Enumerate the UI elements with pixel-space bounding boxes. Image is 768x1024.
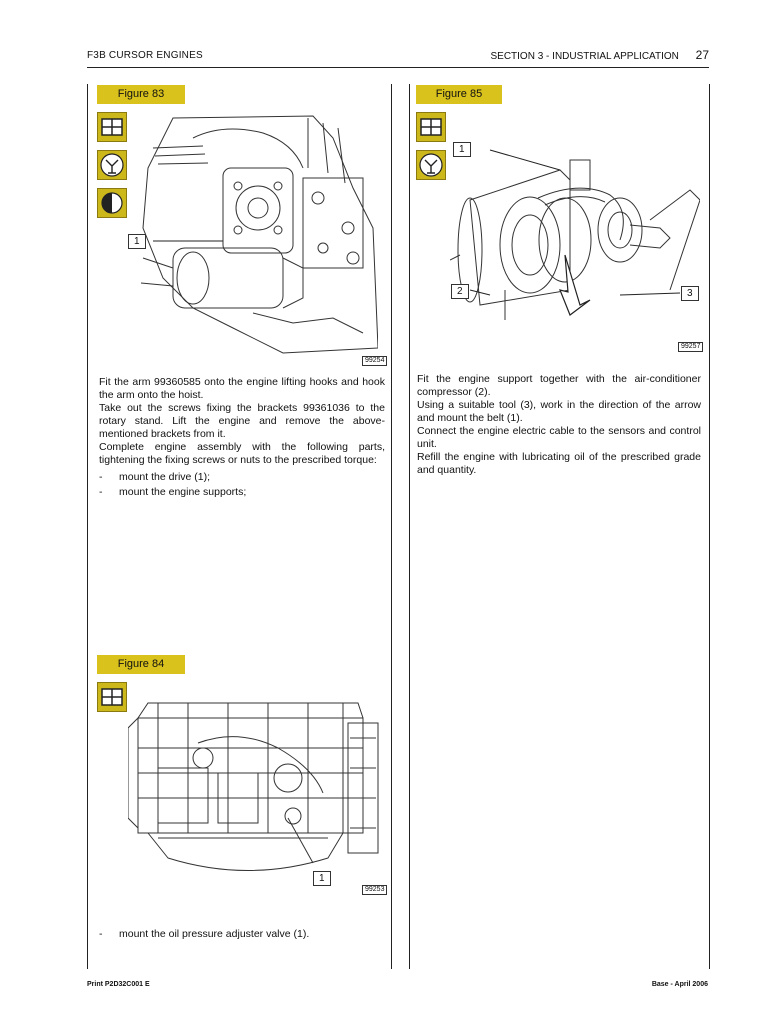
list-item: - mount the oil pressure adjuster valve (1).: [99, 928, 310, 940]
figure-85-label: Figure 85: [416, 85, 502, 104]
list-item: - mount the engine supports;: [99, 486, 247, 498]
header-title: F3B CURSOR ENGINES: [87, 50, 203, 61]
figure-83-ref-number: 99254: [362, 356, 387, 366]
right-instructions: [417, 373, 701, 477]
assemble-icon: [97, 112, 127, 142]
right-paragraph-3: Connect the engine electric cable to the sensors and control unit.: [417, 425, 701, 450]
figure-84-ref-number: 99253: [362, 885, 387, 895]
figure-84-label: Figure 84: [97, 655, 185, 674]
figure-85-callout-1: 1: [453, 142, 471, 157]
footer-edition: Base - April 2006: [651, 981, 708, 988]
torque-icon: [97, 188, 127, 218]
hoist-icon: [416, 150, 446, 180]
figure-83-callout: 1: [128, 234, 146, 249]
left-paragraph-3: Complete engine assembly with the following parts, tightening the fixing screws or nuts to the prescribed torque:: [99, 441, 385, 466]
figure-84-callout: 1: [313, 871, 331, 886]
left-paragraph-2: Take out the screws fixing the brackets 99361036 to the rotary stand. Lift the engine and remove the above-mentioned brackets from it.: [99, 402, 385, 440]
header-section: [490, 48, 709, 62]
figure-84-drawing: [128, 698, 383, 893]
figure-85-ref-number: 99257: [678, 342, 703, 352]
section-title: SECTION 3 - INDUSTRIAL APPLICATION: [490, 51, 679, 62]
left-paragraph-1: Fit the arm 99360585 onto the engine lifting hooks and hook the arm onto the hoist.: [99, 376, 385, 401]
page-header: [87, 42, 709, 68]
list-item: - mount the drive (1);: [99, 471, 211, 483]
column-rule-mid-right: [409, 84, 410, 969]
column-rule-mid-left: [391, 84, 392, 969]
column-rule-right: [709, 84, 710, 969]
page-number: 27: [695, 48, 709, 62]
right-paragraph-2: Using a suitable tool (3), work in the direction of the arrow and mount the belt (1).: [417, 399, 701, 424]
column-rule-left: [87, 84, 88, 969]
footer-print-code: Print P2D32C001 E: [87, 981, 150, 988]
figure-83-label: Figure 83: [97, 85, 185, 104]
hoist-icon: [97, 150, 127, 180]
assemble-icon: [97, 682, 127, 712]
figure-85-drawing: [450, 140, 700, 340]
left-bottom-instructions: [99, 928, 385, 941]
right-paragraph-1: Fit the engine support together with the air-conditioner compressor (2).: [417, 373, 701, 398]
left-instructions: [99, 376, 385, 499]
figure-83-drawing: [133, 108, 378, 358]
right-paragraph-4: Refill the engine with lubricating oil of the prescribed grade and quantity.: [417, 451, 701, 476]
figure-85-callout-2: 2: [451, 284, 469, 299]
figure-85-callout-3: 3: [681, 286, 699, 301]
assemble-icon: [416, 112, 446, 142]
